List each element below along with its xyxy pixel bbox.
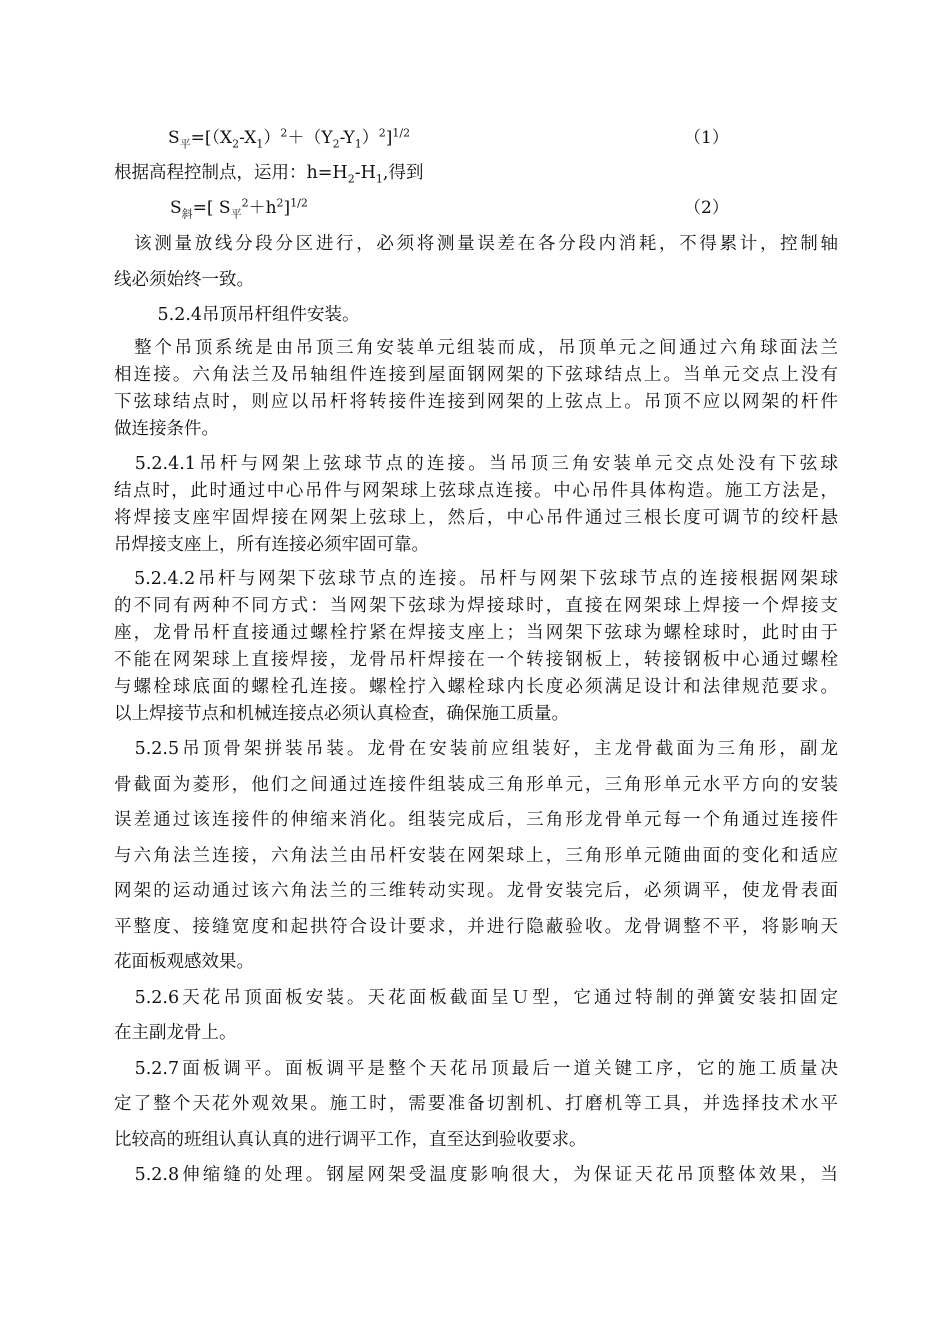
body-line: 线必须始终一致。 — [114, 270, 254, 290]
body-line: 座，龙骨吊杆直接通过螺栓拧紧在焊接支座上；当网架下弦球为螺栓球时，此时由于 — [114, 623, 838, 643]
formula-1-s: S — [168, 128, 180, 148]
formula-2-sup: 1/2 — [290, 196, 308, 210]
intro-text: 根据高程控制点，运用：h=H — [114, 163, 348, 183]
intro-line — [114, 161, 838, 185]
formula-2-sub: 平 — [230, 207, 242, 221]
formula-2-sup: 2 — [276, 196, 284, 210]
body-line: 与螺栓球底面的螺栓孔连接。螺栓拧入螺栓球内长度必须满足设计和法律规范要求。 — [114, 677, 838, 697]
equation-number-1: （1） — [684, 128, 729, 148]
body-line: 5.2.7面板调平。面板调平是整个天花吊顶最后一道关键工序，它的施工质量决 — [114, 1059, 838, 1079]
body-line: 误差通过该连接件的伸缩来消化。组装完成后，三角形龙骨单元每一个角通过连接件 — [114, 810, 838, 830]
body-line: 5.2.8伸缩缝的处理。钢屋网架受温度影响很大，为保证天花吊顶整体效果，当 — [114, 1165, 838, 1185]
formula-1-sub: 2 — [232, 137, 240, 151]
body-line: 网架的运动通过该六角法兰的三维转动实现。龙骨安装完后，必须调平，使龙骨表面 — [114, 881, 838, 901]
section-heading: 5.2.4吊顶吊杆组件安装。 — [140, 305, 360, 325]
body-line: 将焊接支座牢固焊接在网架上弦球上，然后，中心吊件通过三根长度可调节的绞杆悬 — [114, 508, 838, 528]
body-line: 相连接。六角法兰及吊轴组件连接到屋面钢网架的下弦球结点上。当单元交点上没有 — [114, 365, 838, 385]
intro-sub: 1 — [375, 172, 383, 186]
intro-sub: 2 — [347, 172, 355, 186]
intro-text: -H — [354, 163, 376, 183]
formula-1-sub: 2 — [332, 137, 340, 151]
formula-1-part: ] — [385, 128, 393, 148]
body-line: 骨截面为菱形，他们之间通过连接件组装成三角形单元，三角形单元水平方向的安装 — [114, 775, 838, 795]
body-line: 5.2.5吊顶骨架拼装吊装。龙骨在安装前应组装好，主龙骨截面为三角形，副龙 — [114, 739, 838, 759]
formula-1-sup: 1/2 — [392, 126, 411, 140]
formula-1-sup: 2 — [378, 126, 386, 140]
formula-1-part: -Y — [339, 128, 355, 148]
formula-2-part: ＋h — [248, 198, 277, 218]
formula-2-part: =[ S — [192, 198, 231, 218]
body-line: 的不同有两种不同方式：当网架下弦球为焊接球时，直接在网架球上焊接一个焊接支 — [114, 596, 838, 616]
body-line: 做连接条件。 — [114, 419, 219, 439]
formula-2 — [170, 196, 308, 220]
formula-1 — [168, 126, 410, 150]
formula-2-part: ] — [283, 198, 291, 218]
formula-1-part: ） — [263, 128, 281, 148]
body-line: 以上焊接节点和机械连接点必须认真检查，确保施工质量。 — [114, 704, 569, 724]
body-line: 花面板观感效果。 — [114, 952, 254, 972]
body-line: 该测量放线分段分区进行，必须将测量误差在各分段内消耗，不得累计，控制轴 — [114, 234, 838, 254]
formula-1-part: ＋（Y — [287, 128, 333, 148]
body-line: 5.2.4.2吊杆与网架下弦球节点的连接。吊杆与网架下弦球节点的连接根据网架球 — [114, 569, 838, 589]
formula-1-sub: 1 — [256, 137, 264, 151]
formula-1-sub: 1 — [354, 137, 362, 151]
body-line: 比较高的班组认真认真的进行调平工作，直至达到验收要求。 — [114, 1130, 587, 1150]
equation-number-2: （2） — [684, 198, 729, 218]
body-line: 吊焊接支座上，所有连接必须牢固可靠。 — [114, 535, 429, 555]
body-line: 定了整个天花外观效果。施工时，需要准备切割机、打磨机等工具，并选择技术水平 — [114, 1094, 838, 1114]
body-line: 下弦球结点时，则应以吊杆将转接件连接到网架的上弦点上。吊顶不应以网架的杆件 — [114, 392, 838, 412]
formula-1-part: ） — [361, 128, 379, 148]
formula-2-sup: 2 — [241, 196, 249, 210]
formula-2-sub: 斜 — [181, 207, 193, 221]
formula-1-sub: 平 — [179, 137, 191, 151]
body-line: 不能在网架球上直接焊接，龙骨吊杆焊接在一个转接钢板上，转接钢板中心通过螺栓 — [114, 650, 838, 670]
body-line: 在主副龙骨上。 — [114, 1023, 237, 1043]
formula-1-part: -X — [239, 128, 257, 148]
intro-text: ,得到 — [382, 163, 424, 183]
body-line: 与六角法兰连接，六角法兰由吊杆安装在网架球上，三角形单元随曲面的变化和适应 — [114, 846, 838, 866]
body-line: 结点时，此时通过中心吊件与网架球上弦球点连接。中心吊件具体构造。施工方法是， — [114, 481, 838, 501]
body-line: 平整度、接缝宽度和起拱符合设计要求，并进行隐蔽验收。龙骨调整不平，将影响天 — [114, 917, 838, 937]
body-line: 整个吊顶系统是由吊顶三角安装单元组装而成，吊顶单元之间通过六角球面法兰 — [114, 338, 838, 358]
body-line: 5.2.4.1吊杆与网架上弦球节点的连接。当吊顶三角安装单元交点处没有下弦球 — [114, 454, 838, 474]
formula-2-s: S — [170, 198, 182, 218]
formula-1-sup: 2 — [280, 126, 288, 140]
body-line: 5.2.6天花吊顶面板安装。天花面板截面呈Ｕ型，它通过特制的弹簧安装扣固定 — [114, 988, 838, 1008]
formula-1-part: =[（X — [190, 128, 233, 148]
